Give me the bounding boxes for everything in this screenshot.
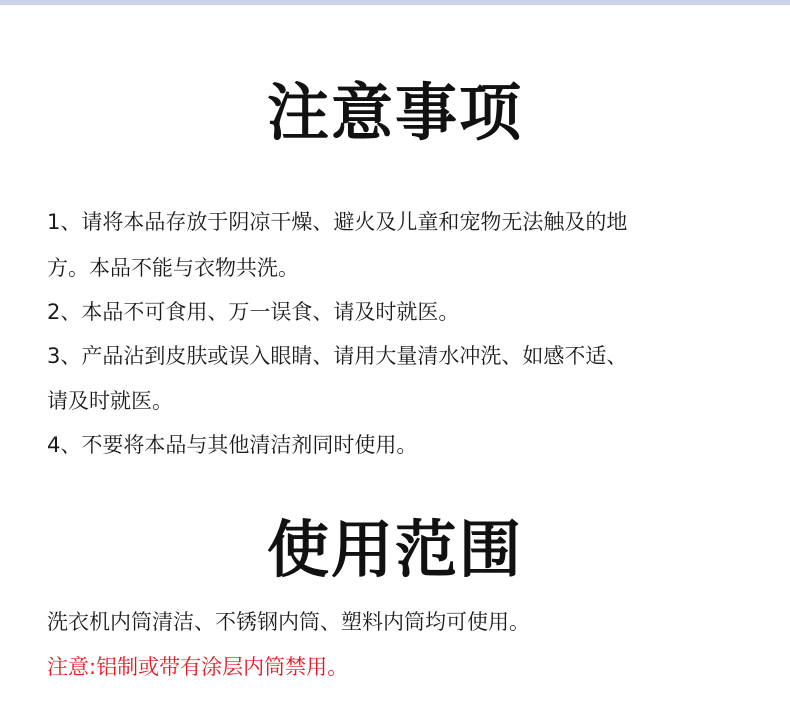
usage-line: 洗衣机内筒清洁、不锈钢内筒、塑料内筒均可使用。 <box>47 610 530 634</box>
notice-line-1: 1、请将本品存放于阴凉干燥、避火及儿童和宠物无法触及的地 <box>47 210 628 234</box>
top-accent-strip <box>0 0 790 5</box>
usage-heading: 使用范围 <box>266 513 523 586</box>
notice-line-2: 方。本品不能与衣物共洗。 <box>47 256 299 280</box>
notice-line-3: 2、本品不可食用、万一误食、请及时就医。 <box>47 300 460 324</box>
notice-heading: 注意事项 <box>266 76 523 149</box>
notice-line-4: 3、产品沾到皮肤或误入眼睛、请用大量清水冲洗、如感不适、 <box>47 344 628 368</box>
notice-line-6: 4、不要将本品与其他清洁剂同时使用。 <box>47 433 418 457</box>
usage-warning: 注意:铝制或带有涂层内筒禁用。 <box>47 655 349 679</box>
notice-line-5: 请及时就医。 <box>47 389 173 413</box>
